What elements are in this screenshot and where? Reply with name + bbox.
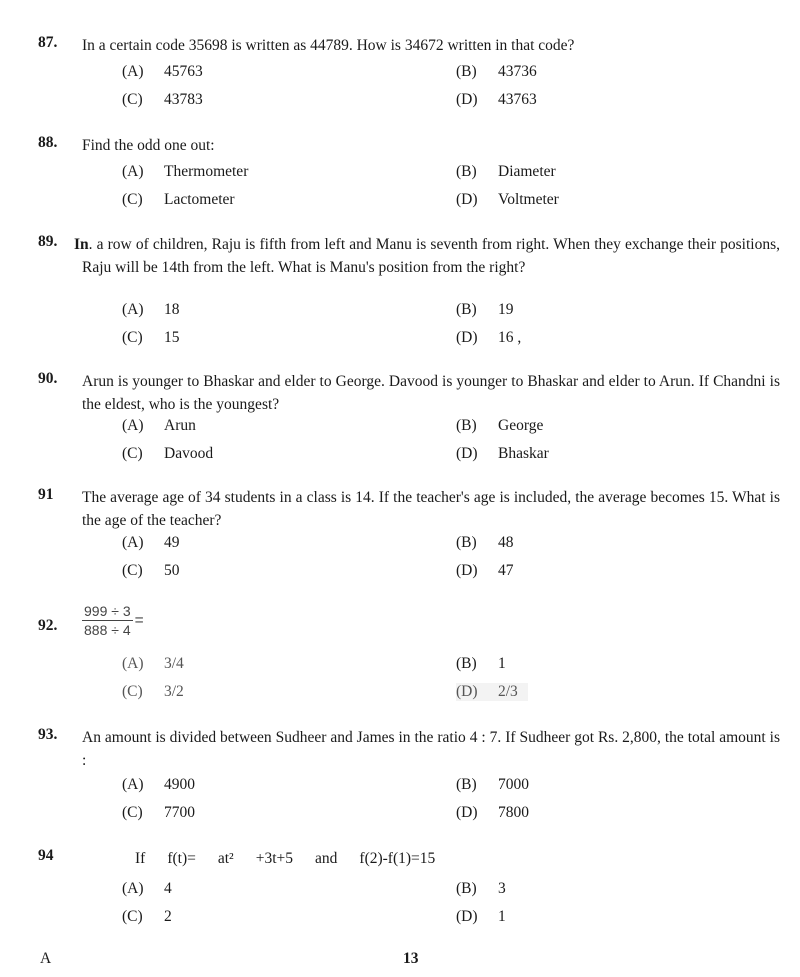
question-94 xyxy=(38,847,780,925)
option-c[interactable]: (C) 3/2 xyxy=(122,683,184,700)
question-90 xyxy=(38,370,780,462)
option-d[interactable]: (D) Bhaskar xyxy=(456,445,549,462)
question-93 xyxy=(38,726,780,821)
option-d[interactable]: (D) 1 xyxy=(456,908,506,925)
option-a[interactable]: (A) 18 xyxy=(122,301,180,318)
question-number: 91 xyxy=(38,486,54,503)
option-d[interactable]: (D) 47 xyxy=(456,562,514,579)
question-88 xyxy=(38,134,780,208)
option-c[interactable]: (C) 15 xyxy=(122,329,180,346)
option-d[interactable]: (D) 2/3 xyxy=(456,683,528,701)
option-d[interactable]: (D) 16 , xyxy=(456,329,522,346)
option-c[interactable]: (C) 2 xyxy=(122,908,172,925)
option-d[interactable]: (D) 7800 xyxy=(456,804,529,821)
question-number: 93. xyxy=(38,726,58,743)
question-text: Find the odd one out: xyxy=(82,137,215,154)
question-number: 90. xyxy=(38,370,58,387)
option-c[interactable]: (C) Davood xyxy=(122,445,214,462)
option-b[interactable]: (B) 43736 xyxy=(456,63,537,80)
option-b[interactable]: (B) Diameter xyxy=(456,163,556,180)
fraction-numerator: 999 ÷ 3 xyxy=(84,603,131,619)
question-number: 88. xyxy=(38,134,58,151)
question-text: The average age of 34 students in a class is 14. If the teacher's age is included, the average becomes 15. What is the age of the teacher? xyxy=(82,489,780,529)
option-a[interactable]: (A) 3/4 xyxy=(122,655,184,672)
option-b[interactable]: (B) 19 xyxy=(456,301,514,318)
option-b[interactable]: (B) 3 xyxy=(456,880,506,897)
question-number: 92. xyxy=(38,617,58,634)
question-number: 89. xyxy=(38,233,58,250)
question-87 xyxy=(38,34,780,108)
question-text: An amount is divided between Sudheer and James in the ratio 4 : 7. If Sudheer got Rs. 2,800, the total amount is : xyxy=(82,729,780,769)
option-a[interactable]: (A) 4 xyxy=(122,880,172,897)
option-c[interactable]: (C) 50 xyxy=(122,562,180,579)
question-91 xyxy=(38,486,780,579)
question-text: If f(t)= at² +3t+5 and f(2)-f(1)=15 xyxy=(135,850,436,867)
option-c[interactable]: (C) Lactometer xyxy=(122,191,235,208)
option-a[interactable]: (A) Thermometer xyxy=(122,163,249,180)
option-a[interactable]: (A) Arun xyxy=(122,417,196,434)
question-92 xyxy=(38,603,780,700)
option-c[interactable]: (C) 43783 xyxy=(122,91,203,108)
question-89 xyxy=(38,233,780,346)
option-c[interactable]: (C) 7700 xyxy=(122,804,195,821)
option-b[interactable]: (B) 48 xyxy=(456,534,514,551)
option-a[interactable]: (A) 4900 xyxy=(122,776,195,793)
option-a[interactable]: (A) 45763 xyxy=(122,63,203,80)
question-text: In a certain code 35698 is written as 44789. How is 34672 written in that code? xyxy=(82,37,575,54)
option-d[interactable]: (D) 43763 xyxy=(456,91,537,108)
question-text: Arun is younger to Bhaskar and elder to George. Davood is younger to Bhaskar and elder to Arun. If Chandni is the eldest, who is the youngest? xyxy=(82,373,780,413)
option-b[interactable]: (B) George xyxy=(456,417,544,434)
fraction-expression xyxy=(82,603,133,638)
fraction-denominator: 888 ÷ 4 xyxy=(84,622,131,638)
series-code: A xyxy=(40,950,52,967)
question-text: In. a row of children, Raju is fifth from left and Manu is seventh from right. When they exchange their positions, Raju will be 14th from the left. What is Manu's position from the right? xyxy=(74,236,780,276)
equals-sign: = xyxy=(134,611,144,629)
page-number: 13 xyxy=(403,950,419,967)
question-number: 94 xyxy=(38,847,54,864)
option-b[interactable]: (B) 1 xyxy=(456,655,506,672)
option-b[interactable]: (B) 7000 xyxy=(456,776,529,793)
option-a[interactable]: (A) 49 xyxy=(122,534,180,551)
option-d[interactable]: (D) Voltmeter xyxy=(456,191,559,208)
question-number: 87. xyxy=(38,34,58,51)
